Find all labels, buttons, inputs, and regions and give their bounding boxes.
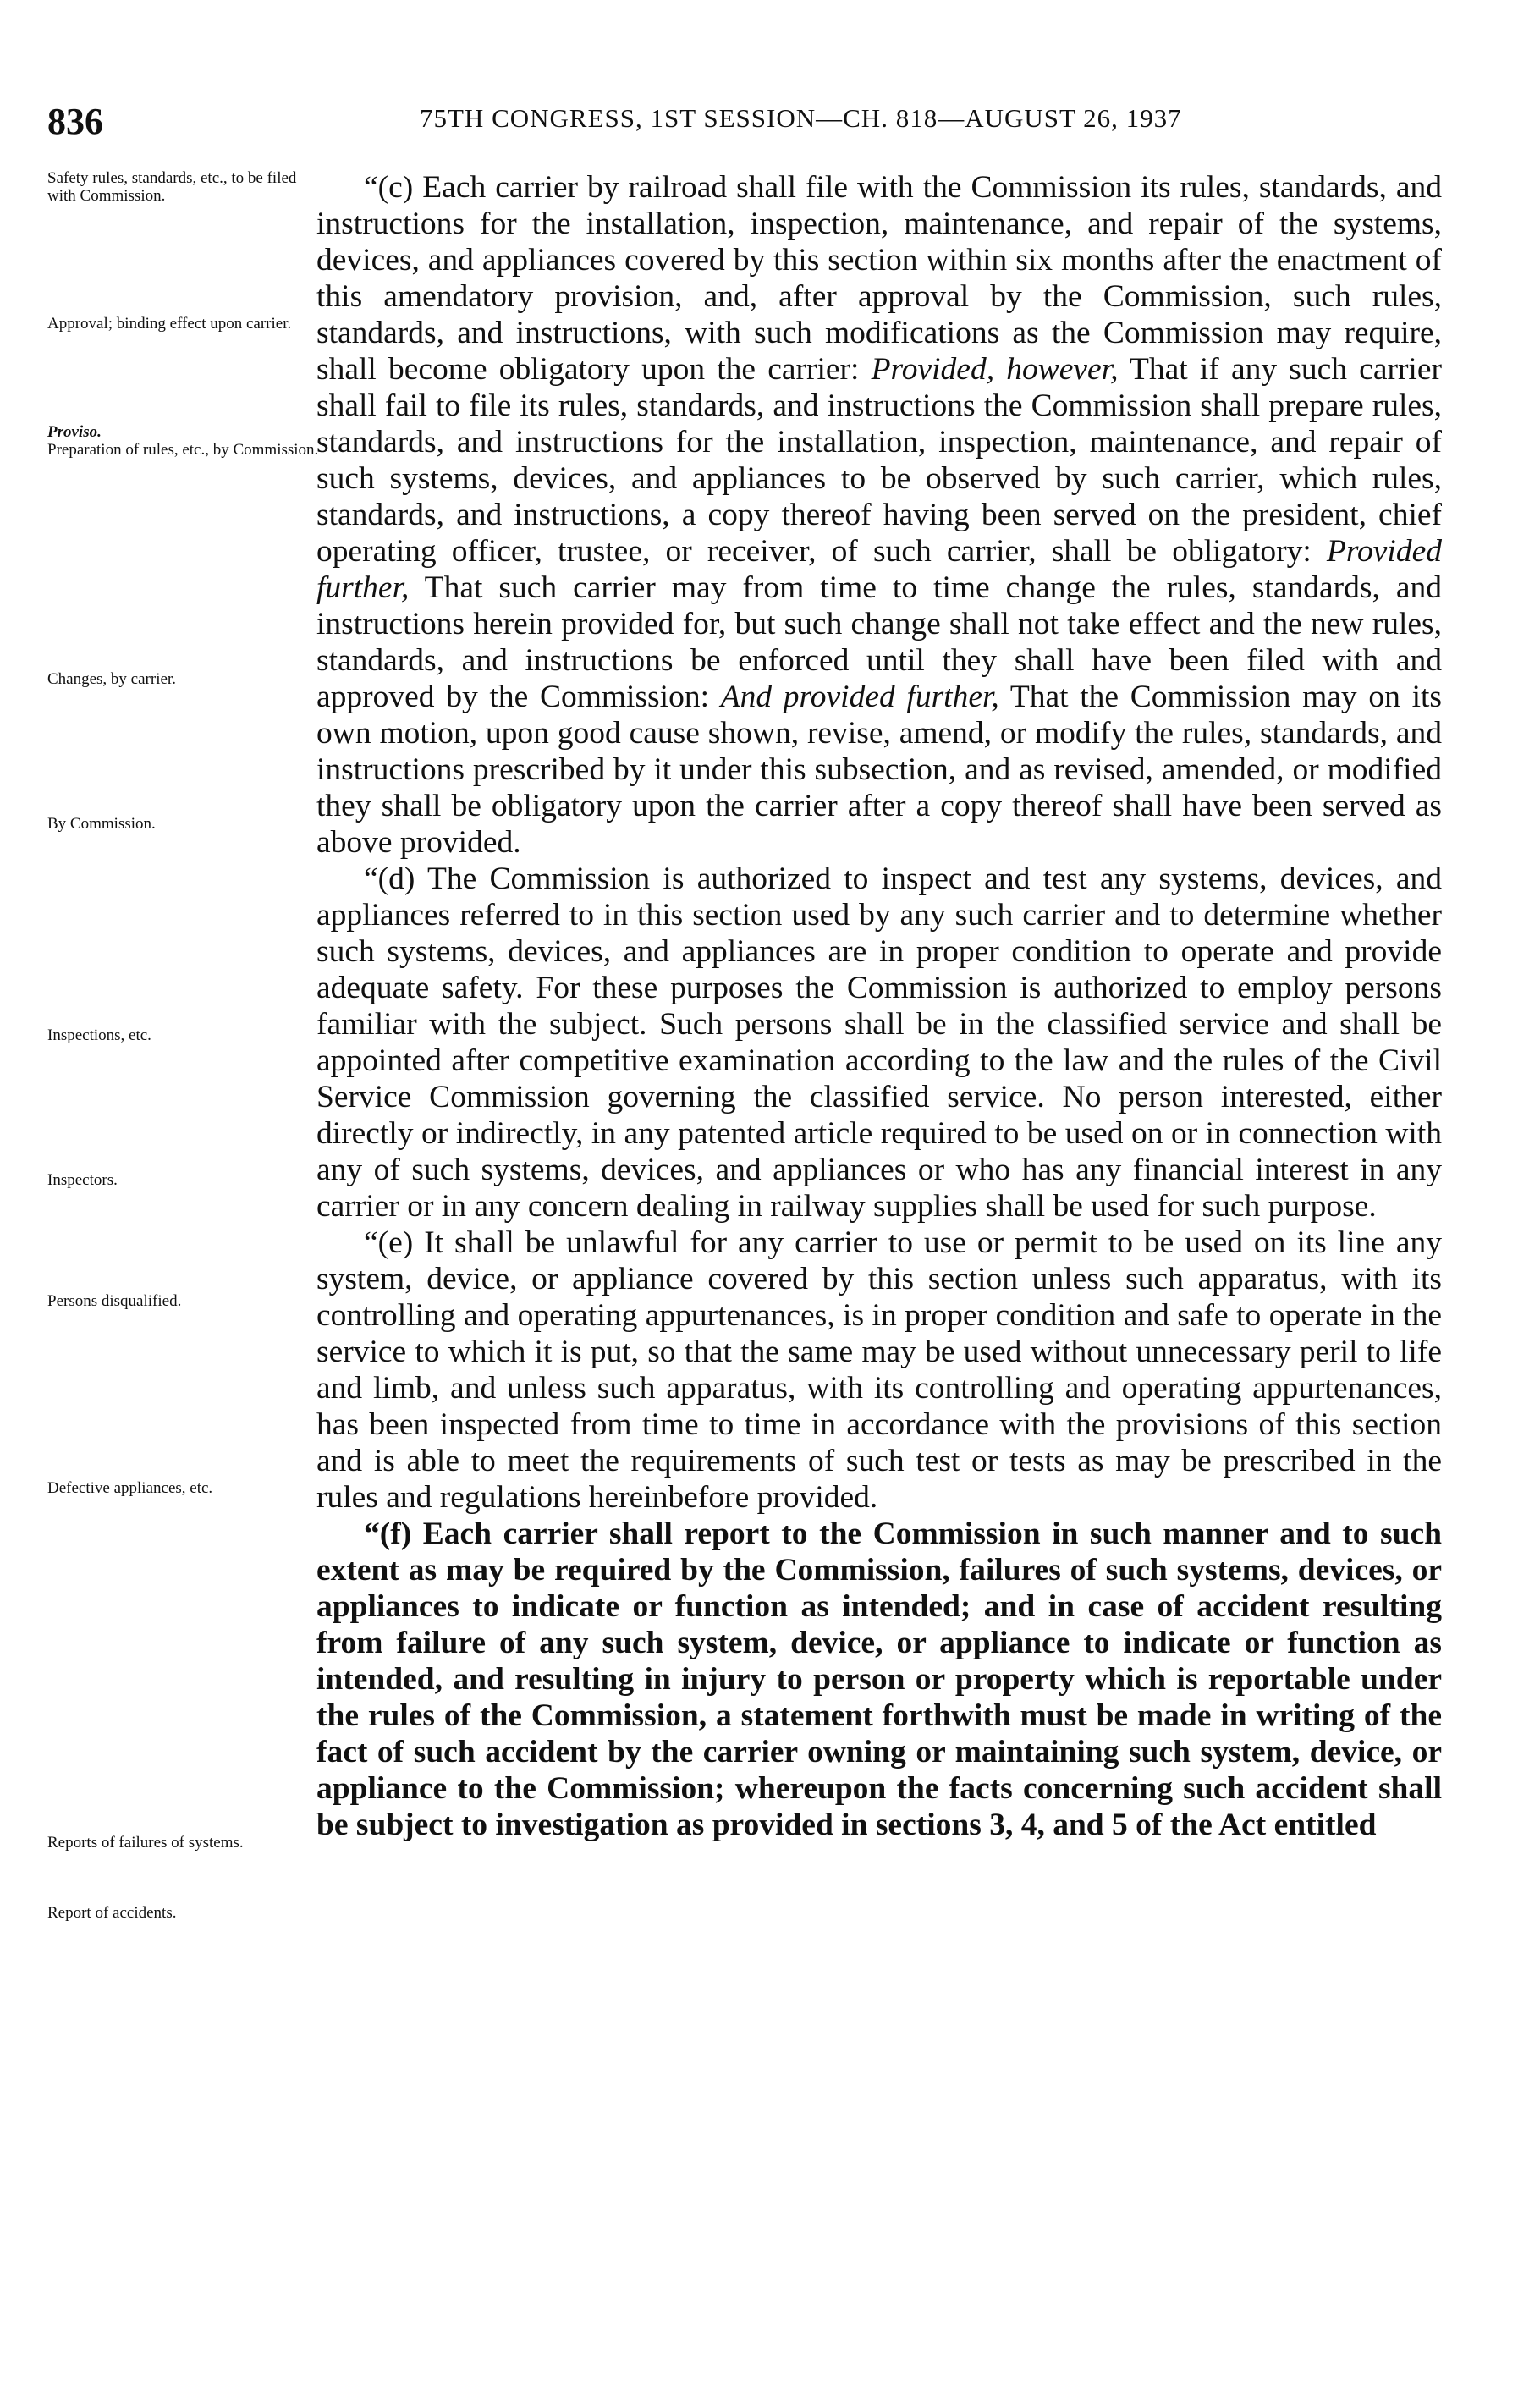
page-number: 836 (47, 101, 103, 142)
paragraph-c-text-1: “(c) Each carrier by railroad shall file with the Commission its rules, standards, and instructions for the installation, inspection, maintenance, and repair of the systems, devices, and appliances covered by this section within six months after the enactment of this amendatory provision, and, after approval by the Commission, such rules, standards, and instructions, with such modifications as the Commission may require, shall become obligatory upon the carrier: (316, 170, 1442, 387)
margin-note-defective-appliances: Defective appliances, etc. (47, 1479, 213, 1497)
margin-note-inspectors: Inspectors. (47, 1171, 118, 1189)
margin-note-proviso (47, 423, 327, 459)
proviso-italic-3: And provided further, (720, 680, 999, 714)
margin-note-changes-by-carrier: Changes, by carrier. (47, 670, 176, 688)
body-text (316, 169, 1442, 1843)
proviso-text: Preparation of rules, etc., by Commission. (47, 441, 319, 459)
margin-note-approval: Approval; binding effect upon carrier. (47, 315, 292, 333)
paragraph-c (316, 169, 1442, 861)
proviso-italic-2: Provided further, (316, 534, 1442, 605)
paragraph-c-text-4: That the Commission may on its own motion, upon good cause shown, revise, amend, or modify the rules, standards, and instructions prescribed by it under this subsection, and as revised, amended, or modified they shall be obligatory upon the carrier after a copy thereof shall have been served as above provided. (316, 680, 1442, 860)
running-head: 75TH CONGRESS, 1ST SESSION—CH. 818—AUGUST 26, 1937 (420, 103, 1182, 133)
paragraph-d: “(d) The Commission is authorized to inspect and test any systems, devices, and appliances referred to in this section used by any such carrier and to determine whether such systems, devices, and appliances are in proper condition to operate and provide adequate safety. For these purposes the Commission is authorized to employ persons familiar with the subject. Such persons shall be in the classified service and shall be appointed after competitive examination according to the law and the rules of the Civil Service Commission governing the classified service. No person interested, either directly or indirectly, in any patented article required to be used on or in connection with any of such systems, devices, and appliances or who has any financial interest in any carrier or in any concern dealing in railway supplies shall be used for such purpose. (316, 861, 1442, 1224)
margin-note-inspections: Inspections, etc. (47, 1026, 151, 1044)
proviso-label: Proviso. (47, 423, 102, 441)
paragraph-c-text-3: That such carrier may from time to time change the rules, standards, and instructions herein provided for, but such change shall not take effect and the new rules, standards, and instructions be enforced until they shall have been filed with and approved by the Commission: (316, 570, 1442, 714)
paragraph-e: “(e) It shall be unlawful for any carrier to use or permit to be used on its line any system, device, or appliance covered by this section unless such apparatus, with its controlling and operating appurtenances, is in proper condition and safe to operate in the service to which it is put, so that the same may be used without unnecessary peril to life and limb, and unless such apparatus, with its controlling and operating appurtenances, has been inspected from time to time in accordance with the provisions of this section and is able to meet the requirements of such test or tests as may be prescribed in the rules and regulations hereinbefore provided. (316, 1225, 1442, 1515)
paragraph-f: “(f) Each carrier shall report to the Commission in such manner and to such extent as may be required by the Commission, failures of such systems, devices, or appliances to indicate or function as intended; and in case of accident resulting from failure of any such system, device, or appliance to indicate or function as intended, and resulting in injury to person or property which is reportable under the rules of the Commission, a statement forthwith must be made in writing of the fact of such accident by the carrier owning or maintaining such system, device, or appliance to the Commission; whereupon the facts concerning such accident shall be subject to investigation as provided in sections 3, 4, and 5 of the Act entitled (316, 1516, 1442, 1842)
proviso-italic-1: Provided, however, (871, 352, 1119, 387)
margin-note-by-commission: By Commission. (47, 815, 156, 833)
margin-note-report-of-accidents: Report of accidents. (47, 1904, 177, 1922)
paragraph-c-text-2: That if any such carrier shall fail to file its rules, standards, and instructions the Commission shall prepare rules, standards, and instructions for the installation, inspection, maintenance, and repair of such systems, devices, and appliances to be observed by such carrier, which rules, standards, and instructions, a copy thereof having been served on the president, chief operating officer, trustee, or receiver, of such carrier, shall be obligatory: (316, 352, 1442, 569)
margin-note-persons-disqualified: Persons disqualified. (47, 1292, 182, 1310)
margin-note-safety-rules: Safety rules, standards, etc., to be filed with Commission. (47, 169, 297, 205)
margin-note-reports-of-failures: Reports of failures of systems. (47, 1834, 244, 1852)
